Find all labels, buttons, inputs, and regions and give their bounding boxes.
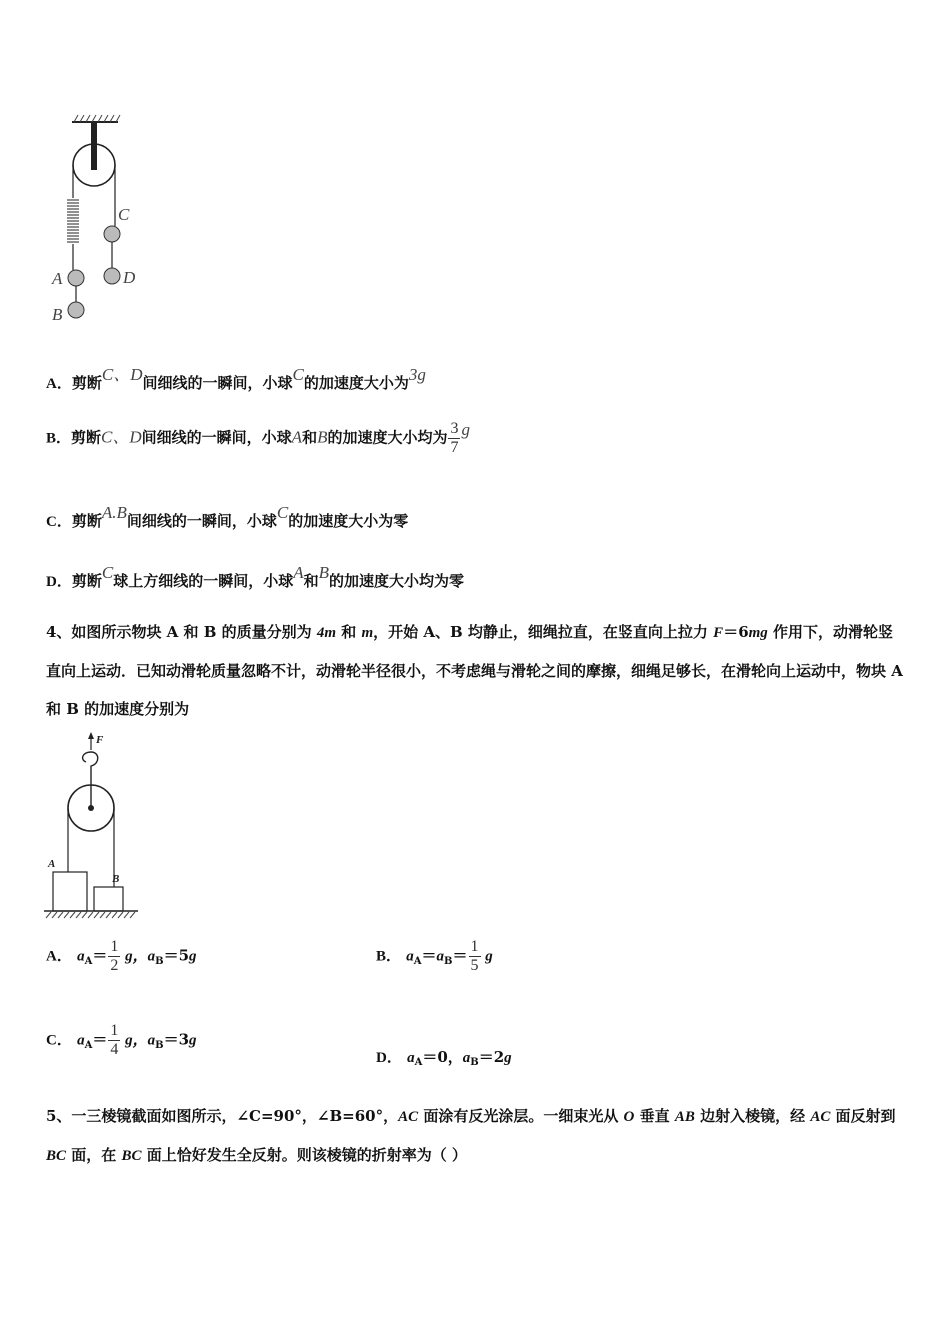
q4-pulley-figure [42,730,152,925]
fraction: $\frac{1}{2}$ [110,938,119,974]
fraction: $\frac{1}{5}$ [470,938,479,974]
q4-question-text: 4、如图所示物块 A 和 B 的质量分别为 4m 和 m，开始 A、B 均静止，细绳拉直，在竖直向上拉力 F＝6mg 作用下，动滑轮竖直向上运动．已知动滑轮质量忽略不计，动滑轮半径很小，不考虑绳与滑轮之间的摩擦，细绳足够长，在滑轮向上运动中，物块 A 和 B 的加速度分别为 [46,623,903,718]
spring-icon [67,198,79,244]
q3-option-d: D．剪断C球上方细线的一瞬间，小球A和B的加速度大小均为零 [46,563,465,590]
label-d: D [123,268,136,287]
label-a: A [52,269,63,288]
q4-option-b: B． $a_A=a_B=$ $\frac{1}{5}$ g [376,938,493,974]
label-b: B [112,873,120,885]
q3-option-a: A．剪断C、D间细线的一瞬间，小球C的加速度大小为3g [46,365,426,392]
label-a: A [48,858,56,870]
label-c: C [118,205,130,224]
q3-option-c: C．剪断A.B间细线的一瞬间，小球C的加速度大小为零 [46,503,409,530]
q3-option-b: B．剪断C、D间细线的一瞬间，小球A和B的加速度大小均为 $\frac{3}{7}$ g [46,419,470,456]
label-f: F [96,734,104,746]
q4-option-a: A． $a_A=$ $\frac{1}{2}$ g，$a_B=5g$ [46,938,197,974]
q4-option-c: C． $a_A=$ $\frac{1}{4}$ g，$a_B=3g$ [46,1022,197,1058]
q3-pulley-figure [40,110,170,330]
q5-question-text: 5、一三棱镜截面如图所示，∠C=90°，∠B=60°，AC 面涂有反光涂层。一细束光从 O 垂直 AB 边射入棱镜，经 AC 面反射到 BC 面，在 BC 面上恰好发生全反射。则该棱镜的折射率为（ ） [46,1107,896,1164]
fraction: $\frac{3}{7}$ [450,420,459,456]
q4-option-d: D． $a_A=0$，$a_B=2g$ [376,1048,512,1068]
fraction: $\frac{1}{4}$ [110,1022,119,1058]
label-b: B [52,305,63,324]
